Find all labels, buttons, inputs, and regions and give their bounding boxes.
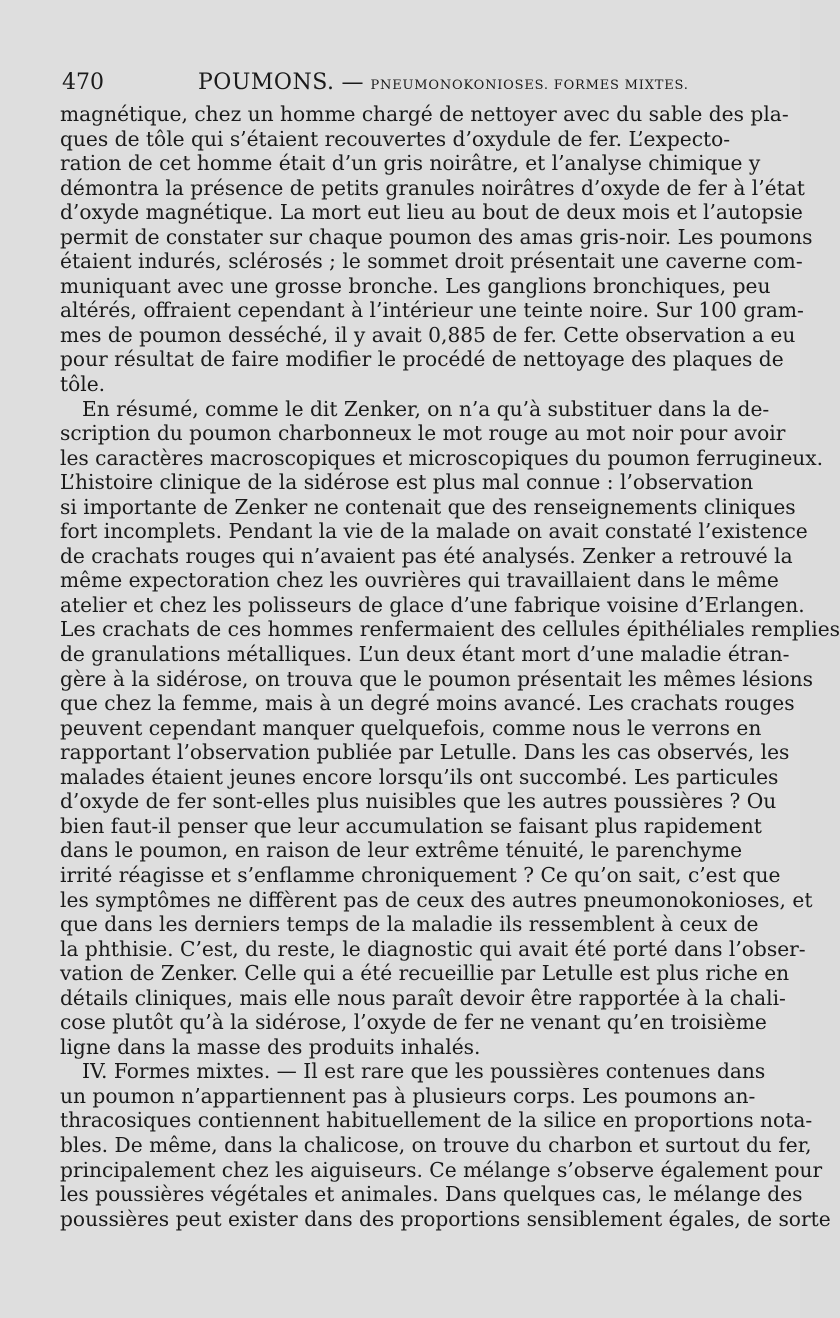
text-line: pour résultat de faire modifier le procédé de nettoyage des plaques de bbox=[60, 347, 784, 372]
text-line: détails cliniques, mais elle nous paraît devoir être rapportée à la chali- bbox=[60, 985, 786, 1010]
text-line: ligne dans la masse des produits inhalés. bbox=[60, 1034, 481, 1059]
text-line: peuvent cependant manquer quelquefois, comme nous le verrons en bbox=[60, 715, 762, 740]
text-line: ration de cet homme était d’un gris noirâtre, et l’analyse chimique y bbox=[60, 151, 761, 176]
text-line: permit de constater sur chaque poumon des amas gris-noir. Les poumons bbox=[60, 224, 813, 249]
running-header bbox=[62, 66, 722, 102]
text-line: mes de poumon desséché, il y avait 0,885 de fer. Cette observation a eu bbox=[60, 322, 796, 347]
text-line: d’oxyde de fer sont-elles plus nuisibles que les autres poussières ? Ou bbox=[60, 789, 777, 814]
running-title bbox=[198, 70, 689, 95]
text-line: que chez la femme, mais à un degré moins avancé. Les crachats rouges bbox=[60, 691, 795, 716]
section-heading-line: IV. Formes mixtes. — Il est rare que les poussières contenues dans bbox=[82, 1059, 766, 1084]
text-line: fort incomplets. Pendant la vie de la malade on avait constaté l’existence bbox=[60, 519, 808, 544]
text-line: de granulations métalliques. L’un deux étant mort d’une maladie étran- bbox=[60, 642, 790, 667]
text-line: de crachats rouges qui n’avaient pas été analysés. Zenker a retrouvé la bbox=[60, 543, 793, 568]
text-line: d’oxyde magnétique. La mort eut lieu au bout de deux mois et l’autopsie bbox=[60, 200, 803, 225]
text-line: rapportant l’observation publiée par Letulle. Dans les cas observés, les bbox=[60, 740, 790, 765]
text-line: étaient indurés, sclérosés ; le sommet droit présentait une caverne com- bbox=[60, 249, 803, 274]
text-line: un poumon n’appartiennent pas à plusieurs corps. Les poumons an- bbox=[60, 1083, 756, 1108]
running-title-dash: — bbox=[341, 70, 364, 95]
text-line: démontra la présence de petits granules noirâtres d’oxyde de fer à l’état bbox=[60, 175, 805, 200]
text-line: Les crachats de ces hommes renfermaient des cellules épithéliales remplies bbox=[60, 617, 840, 642]
text-line: ques de tôle qui s’étaient recouvertes d’oxydule de fer. L’expecto- bbox=[60, 126, 731, 151]
text-line: altérés, offraient cependant à l’intérieur une teinte noire. Sur 100 gram- bbox=[60, 298, 804, 323]
text-line: les symptômes ne diffèrent pas de ceux des autres pneumonokonioses, et bbox=[60, 887, 813, 912]
text-line: atelier et chez les polisseurs de glace d’une fabrique voisine d’Erlangen. bbox=[60, 592, 805, 617]
text-line: principalement chez les aiguiseurs. Ce mélange s’observe également pour bbox=[60, 1157, 823, 1182]
text-line: L’histoire clinique de la sidérose est plus mal connue : l’observation bbox=[60, 470, 754, 495]
text-line: scription du poumon charbonneux le mot rouge au mot noir pour avoir bbox=[60, 421, 786, 446]
body-text bbox=[60, 102, 840, 1231]
running-title-section: PNEUMONOKONIOSES. FORMES MIXTES. bbox=[370, 78, 689, 93]
text-line: muniquant avec une grosse bronche. Les ganglions bronchiques, peu bbox=[60, 273, 771, 298]
text-line: gère à la sidérose, on trouva que le poumon présentait les mêmes lésions bbox=[60, 666, 813, 691]
text-line: bles. De même, dans la chalicose, on trouve du charbon et surtout du fer, bbox=[60, 1132, 812, 1157]
text-line: dans le poumon, en raison de leur extrême ténuité, le parenchyme bbox=[60, 838, 743, 863]
text-line: cose plutôt qu’à la sidérose, l’oxyde de fer ne venant qu’en troisième bbox=[60, 1010, 767, 1035]
text-line: irrité réagisse et s’enflamme chroniquement ? Ce qu’on sait, c’est que bbox=[60, 862, 781, 887]
text-line: les caractères macroscopiques et microscopiques du poumon ferrugineux. bbox=[60, 445, 824, 470]
text-line: même expectoration chez les ouvrières qui travaillaient dans le même bbox=[60, 568, 779, 593]
text-line: malades étaient jeunes encore lorsqu’ils ont succombé. Les particules bbox=[60, 764, 779, 789]
page-number: 470 bbox=[62, 70, 104, 95]
text-line: poussières peut exister dans des proportions sensiblement égales, de sorte bbox=[60, 1206, 831, 1231]
text-line: magnétique, chez un homme chargé de nettoyer avec du sable des pla- bbox=[60, 102, 789, 126]
text-line: thracosiques contiennent habituellement de la silice en proportions nota- bbox=[60, 1108, 813, 1133]
text-line: vation de Zenker. Celle qui a été recueillie par Letulle est plus riche en bbox=[60, 961, 790, 986]
text-line: la phthisie. C’est, du reste, le diagnostic qui avait été porté dans l’obser- bbox=[60, 936, 806, 961]
text-line: tôle. bbox=[60, 372, 106, 397]
text-line: bien faut-il penser que leur accumulation se faisant plus rapidement bbox=[60, 813, 762, 838]
running-title-main: POUMONS. bbox=[198, 70, 335, 95]
text-line: les poussières végétales et animales. Dans quelques cas, le mélange des bbox=[60, 1182, 803, 1207]
text-line: En résumé, comme le dit Zenker, on n’a qu’à substituer dans la de- bbox=[82, 396, 770, 421]
text-line: si importante de Zenker ne contenait que des renseignements cliniques bbox=[60, 494, 796, 519]
text-line: que dans les derniers temps de la maladie ils ressemblent à ceux de bbox=[60, 912, 759, 937]
